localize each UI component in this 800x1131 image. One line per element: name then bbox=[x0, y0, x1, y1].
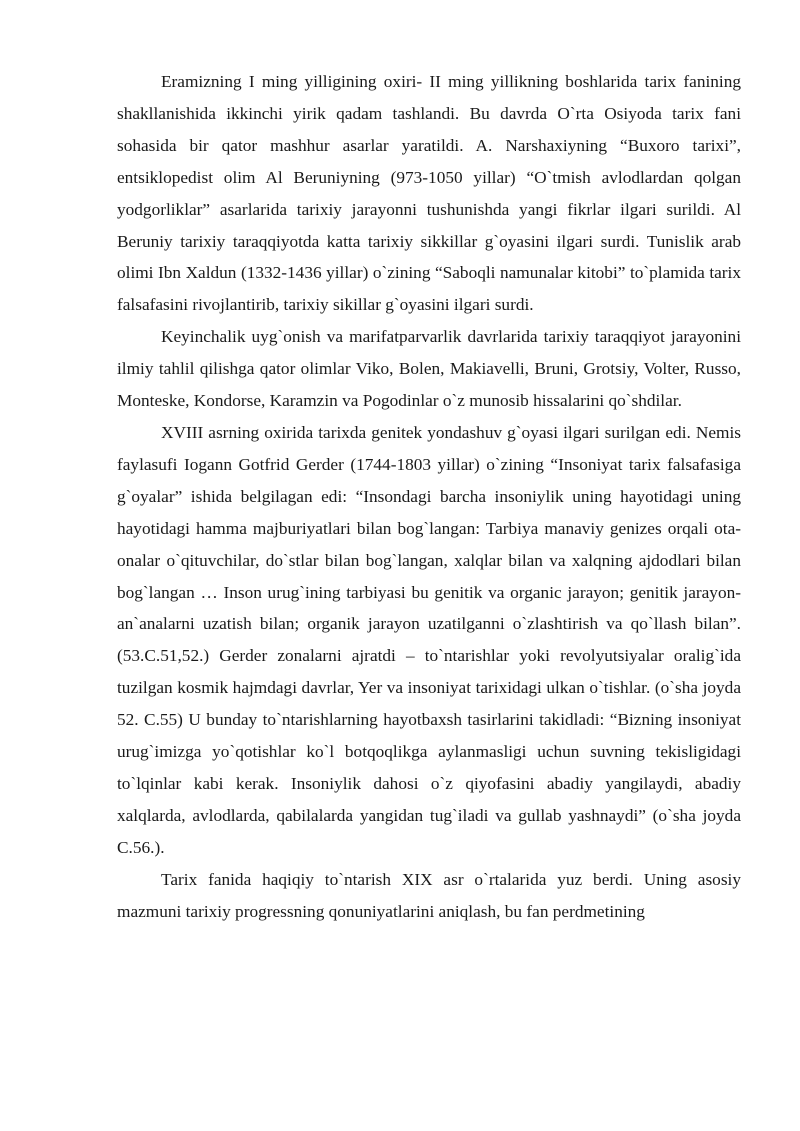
paragraph-1: Eramizning I ming yilligining oxiri- II ming yillikning boshlarida tarix fanining shakllanishida ikkinchi yirik qadam tashlandi. Bu davrda O`rta Osiyoda tarix fani sohasida bir qator mashhur asarlar yaratildi. A. Narshaxiyning “Buxoro tarixi”, entsiklopedist olim Al Beruniyning (973-1050 yillar) “O`tmish avlodlardan qolgan yodgorliklar” asarlarida tarixiy jarayonni tushunishda yangi fikrlar ilgari surildi. Al Beruniy tarixiy taraqqiyotda katta tarixiy sikkillar g`oyasini ilgari surdi. Tunislik arab olimi Ibn Xaldun (1332-1436 yillar) o`zining “Saboqli namunalar kitobi” to`plamida tarix falsafasini rivojlantirib, tarixiy sikillar g`oyasini ilgari surdi. bbox=[117, 72, 741, 315]
paragraph-2: Keyinchalik uyg`onish va marifatparvarlik davrlarida tarixiy taraqqiyot jarayonini ilmiy tahlil qilishga qator olimlar Viko, Bolen, Makiavelli, Bruni, Grotsiy, Volter, Russo, Monteske, Kondorse, Karamzin va Pogodinlar o`z munosib hissalarini qo`shdilar. bbox=[117, 327, 741, 411]
paragraph-4: Tarix fanida haqiqiy to`ntarish XIX asr o`rtalarida yuz berdi. Uning asosiy mazmuni tarixiy progressning qonuniyatlarini aniqlash, bu fan perdmetining bbox=[117, 869, 741, 921]
paragraph-3: XVIII asrning oxirida tarixda genitek yondashuv g`oyasi ilgari surilgan edi. Nemis faylasufi Iogann Gotfrid Gerder (1744-1803 yillar) o`zining “Insoniyat tarix falsafasiga g`oyalar” ishida belgilagan edi: “Insondagi barcha insoniylik uning hayotidagi uning hayotidagi hamma majburiyatlari bilan bog`langan: Tarbiya manaviy genizes orqali ota-onalar o`qituvchilar, do`stlar bilan bog`langan, xalqlar bilan va xalqning ajdodlari bilan bog`langan … Inson urug`ining tarbiyasi bu genitik va organic jarayon; genitik jarayon- an`analarni uzatish bilan; organik jarayon uzatilganni o`zlashtirish va qo`llash bilan”. (53.C.51,52.) Gerder zonalarni ajratdi – to`ntarishlar yoki revolyutsiyalar oralig`ida tuzilgan kosmik hajmdagi davrlar, Yer va insoniyat tarixidagi ulkan o`tishlar. (o`sha joyda 52. C.55) U bunday to`ntarishlarning hayotbaxsh tasirlarini takidladi: “Bizning insoniyat urug`imizga yo`qotishlar ko`l botqoqlikga aylanmasligi uchun suvning tekisligidagi to`lqinlar kabi kerak. Insoniylik dahosi o`z qiyofasini abadiy yangilaydi, abadiy xalqlarda, avlodlarda, qabilalarda yangidan tug`iladi va gullab yashnaydi” (o`sha joyda C.56.). bbox=[117, 422, 741, 857]
document-page bbox=[117, 66, 741, 927]
